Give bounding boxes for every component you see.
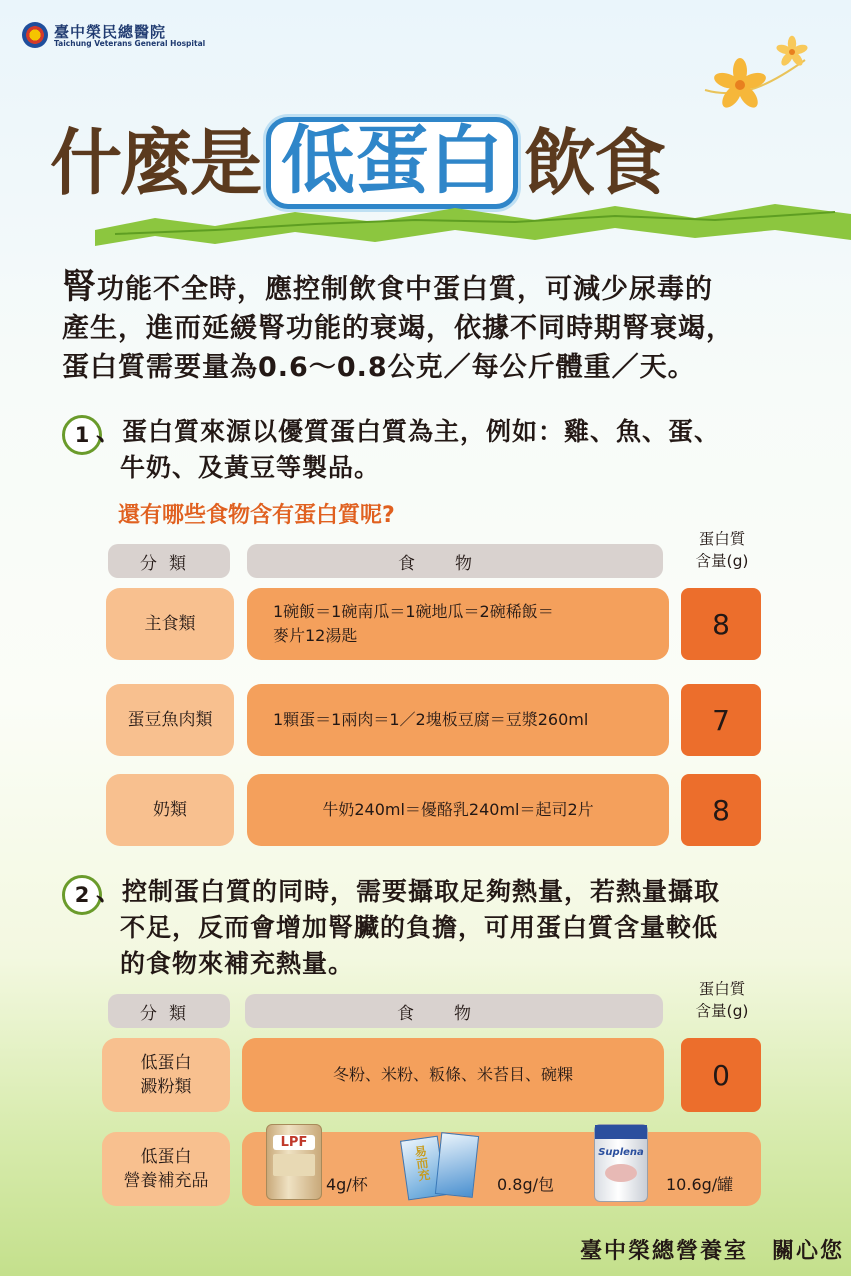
lpf-label: LPF — [273, 1135, 315, 1150]
section2-line1: 、控制蛋白質的同時，需要攝取足夠熱量，若熱量攝取 — [96, 877, 721, 906]
table1-row2-food: 1顆蛋＝1兩肉＝1／2塊板豆腐＝豆漿260ml — [247, 684, 669, 756]
table2-row1-category — [102, 1038, 230, 1112]
intro-line2: 產生，進而延緩腎功能的衰竭，依據不同時期腎衰竭， — [62, 313, 734, 344]
table1-row1-value: 8 — [681, 588, 761, 660]
lpf-can-image — [266, 1124, 322, 1200]
table1-row3-value: 8 — [681, 774, 761, 846]
footer-text: 臺中榮總營養室 關心您 — [580, 1239, 845, 1264]
suplena-can-image — [594, 1124, 648, 1202]
section2-line3: 的食物來補充熱量。 — [120, 949, 355, 978]
table1-header-protein-line1: 蛋白質 — [698, 530, 746, 548]
table1-row1-food-line2: 麥片12湯匙 — [273, 626, 358, 645]
section1-line1: 、蛋白質來源以優質蛋白質為主，例如：雞、魚、蛋、 — [96, 417, 721, 446]
table1-row2-category: 蛋豆魚肉類 — [106, 684, 234, 756]
intro-line1: 功能不全時，應控制飲食中蛋白質，可減少尿毒的 — [97, 274, 713, 305]
flower-decoration-icon — [700, 30, 810, 140]
section1-number: 1 — [62, 415, 102, 455]
question-heading: 還有哪些食物含有蛋白質呢? — [118, 503, 395, 528]
table2-header-protein-line1: 蛋白質 — [698, 980, 746, 998]
section2-number: 2 — [62, 875, 102, 915]
hospital-logo-icon — [22, 22, 48, 48]
table2-header-category: 分類 — [108, 994, 230, 1028]
table2-row1-value: 0 — [681, 1038, 761, 1112]
lpf-amount: 4g/杯 — [326, 1175, 368, 1194]
table1-row3-food: 牛奶240ml＝優酪乳240ml＝起司2片 — [247, 774, 669, 846]
table1-row3-category: 奶類 — [106, 774, 234, 846]
table1-header-food: 食物 — [247, 544, 663, 578]
table1-row1-category: 主食類 — [106, 588, 234, 660]
packet-image-right — [435, 1132, 479, 1198]
intro-line3: 蛋白質需要量為0.6～0.8公克／每公斤體重／天。 — [62, 352, 696, 383]
table1-header-protein — [684, 528, 760, 572]
table2-row2-category-line2: 營養補充品 — [123, 1171, 209, 1191]
table1-row1-food-line1: 1碗飯＝1碗南瓜＝1碗地瓜＝2碗稀飯＝ — [273, 602, 554, 621]
table2-header-protein — [684, 978, 760, 1022]
hospital-name-en: Taichung Veterans General Hospital — [54, 39, 206, 48]
table2-header-food: 食物 — [245, 994, 663, 1028]
table2-row1-category-line2: 澱粉類 — [140, 1077, 192, 1097]
table1-row1-food — [247, 588, 669, 660]
table2-header-protein-line2: 含量(g) — [695, 1002, 749, 1020]
title-part1: 什麼是 — [50, 121, 261, 205]
section1-line2: 牛奶、及黃豆等製品。 — [120, 453, 381, 482]
table2-row2-category — [102, 1132, 230, 1206]
suplena-amount: 10.6g/罐 — [666, 1175, 734, 1194]
packet-amount: 0.8g/包 — [497, 1175, 554, 1194]
intro-lead: 腎 — [62, 267, 97, 307]
title-highlight: 低蛋白 — [266, 117, 518, 209]
title-part2: 飲食 — [524, 121, 665, 205]
table2-row1-category-line1: 低蛋白 — [140, 1053, 192, 1073]
packet-label: 易而充 — [412, 1144, 432, 1182]
section2-line2: 不足，反而會增加腎臟的負擔，可用蛋白質含量較低 — [120, 913, 719, 942]
table2-row1-food: 冬粉、米粉、粄條、米苔目、碗粿 — [242, 1038, 664, 1112]
suplena-label: Suplena — [598, 1147, 644, 1158]
table1-row2-value: 7 — [681, 684, 761, 756]
hospital-name: 臺中榮民總醫院 — [54, 23, 167, 41]
table1-header-category: 分類 — [108, 544, 230, 578]
intro-paragraph — [62, 268, 822, 387]
table2-row2-category-line1: 低蛋白 — [140, 1147, 192, 1167]
table1-header-protein-line2: 含量(g) — [695, 552, 749, 570]
grass-divider — [95, 200, 851, 246]
